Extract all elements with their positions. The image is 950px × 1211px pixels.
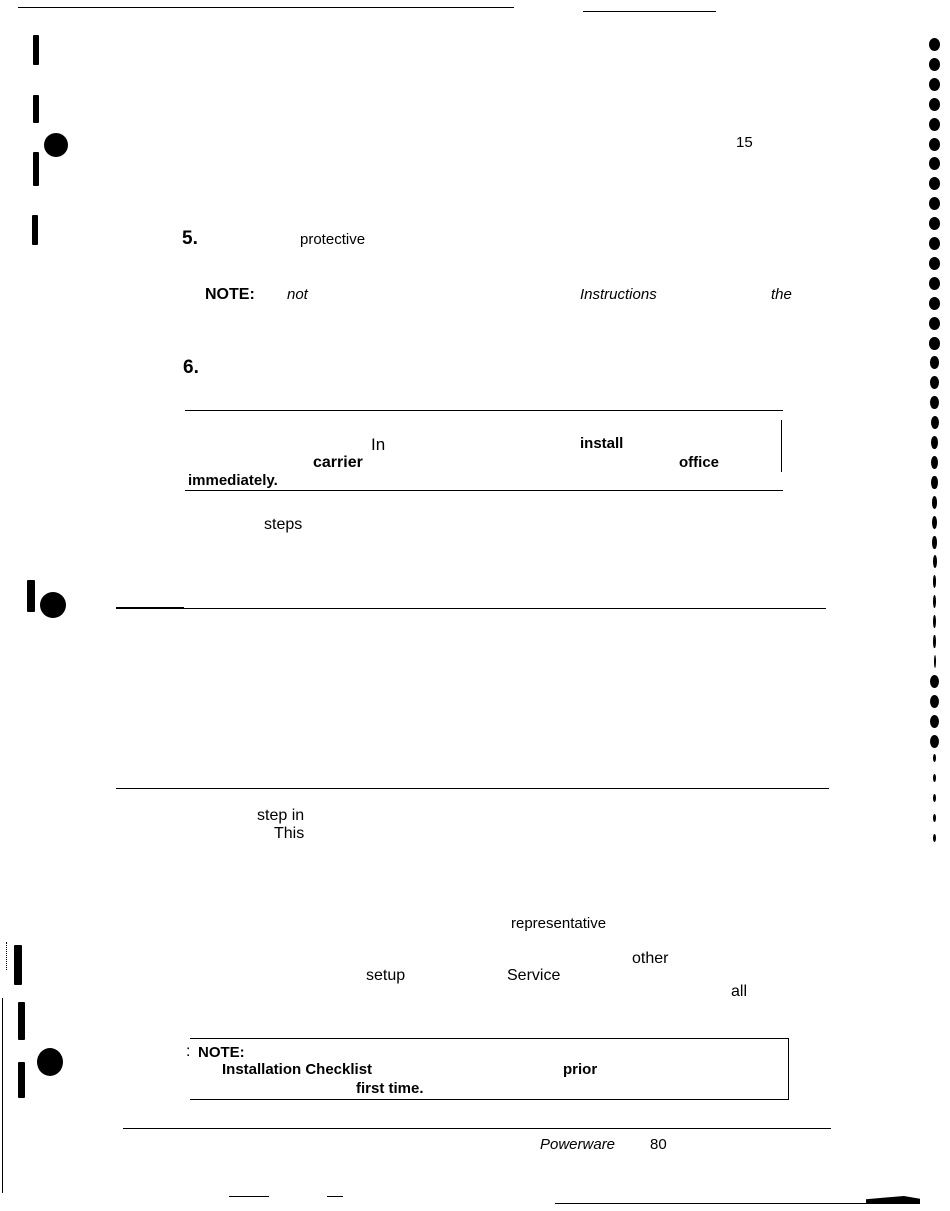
- comb-binding-dot: [929, 317, 940, 330]
- binding-mark: [33, 35, 39, 65]
- step-6-number: 6.: [183, 357, 199, 378]
- binder-hole-icon: [37, 1048, 63, 1076]
- comb-binding-dot: [933, 834, 936, 842]
- comb-binding-dot: [929, 197, 940, 210]
- comb-binding-dot: [931, 476, 937, 489]
- left-edge-tick: [6, 942, 7, 970]
- binding-mark: [33, 95, 39, 123]
- this-word: This: [274, 825, 305, 842]
- footer-model: 80: [650, 1136, 667, 1153]
- comb-binding-dot: [933, 555, 937, 568]
- other-word: other: [632, 950, 669, 967]
- note-2-marker: :: [186, 1043, 191, 1060]
- comb-binding-dot: [930, 715, 939, 728]
- section-rule-upper: [184, 608, 826, 609]
- section-rule-short-bold: [116, 607, 184, 609]
- note-2-first-time: first time.: [356, 1080, 424, 1097]
- comb-binding-dot: [929, 177, 940, 190]
- warning-immediately: immediately.: [188, 472, 278, 489]
- note-2-label: NOTE:: [198, 1044, 245, 1061]
- comb-binding-dot: [930, 376, 939, 389]
- warning-carrier: carrier: [313, 454, 363, 471]
- comb-binding-dot: [933, 575, 937, 588]
- step-5-number: 5.: [182, 228, 198, 249]
- binding-mark: [32, 215, 38, 245]
- note-1-instructions: Instructions: [580, 286, 657, 303]
- binder-hole-icon: [44, 133, 68, 157]
- step-5-word: protective: [300, 231, 366, 248]
- comb-binding-dot: [932, 536, 936, 549]
- comb-binding-dot: [929, 297, 940, 310]
- warning-install: install: [580, 435, 624, 452]
- all-word: all: [731, 983, 748, 1000]
- steps-word: steps: [264, 516, 303, 533]
- top-rule-left: [18, 7, 514, 8]
- comb-binding-dot: [929, 277, 940, 290]
- note-2-prior: prior: [563, 1061, 598, 1078]
- comb-binding-dot: [929, 38, 940, 51]
- comb-binding-dot: [934, 655, 936, 668]
- footer-rule: [123, 1128, 831, 1129]
- note-1-the: the: [771, 286, 792, 303]
- comb-binding-dot: [929, 138, 940, 151]
- page-corner-icon: [866, 1196, 920, 1204]
- binding-mark: [18, 1002, 25, 1040]
- page-number-fragment: 15: [736, 134, 753, 151]
- comb-binding-dot: [933, 794, 936, 802]
- left-edge-line: [2, 998, 3, 1193]
- footer-product: Powerware: [540, 1136, 616, 1153]
- comb-binding-dot: [933, 595, 936, 608]
- note-2-checklist: Installation Checklist: [222, 1061, 373, 1078]
- warning-box-right-edge: [781, 420, 782, 472]
- comb-binding-dot: [933, 754, 936, 762]
- comb-binding-dot: [931, 416, 939, 429]
- comb-binding-dot: [930, 735, 939, 748]
- comb-binding-dot: [929, 237, 940, 250]
- warning-in: In: [371, 435, 386, 454]
- bottom-mark-middle: [327, 1196, 343, 1197]
- comb-binding-dot: [929, 157, 940, 170]
- note-1-label: NOTE:: [205, 286, 255, 303]
- comb-binding-dot: [930, 356, 940, 369]
- step-in-text: step in: [257, 807, 305, 824]
- comb-binding-dot: [930, 675, 939, 688]
- service-word: Service: [507, 967, 561, 984]
- comb-binding-dot: [930, 396, 939, 409]
- binding-mark: [14, 945, 22, 985]
- warning-box-top-rule: [185, 410, 783, 411]
- warning-box-bottom-rule: [185, 490, 783, 491]
- comb-binding-dot: [929, 257, 940, 270]
- binding-mark: [27, 580, 35, 612]
- comb-binding-dot: [932, 516, 937, 529]
- comb-binding-dot: [929, 98, 940, 111]
- comb-binding-dot: [929, 118, 940, 131]
- binding-mark: [33, 152, 39, 186]
- comb-binding-dot: [930, 695, 939, 708]
- setup-word: setup: [366, 967, 406, 984]
- top-rule-right: [583, 11, 716, 12]
- comb-binding-dot: [931, 436, 938, 449]
- binding-mark: [18, 1062, 25, 1098]
- comb-binding-dot: [933, 635, 935, 648]
- comb-binding-dot: [929, 337, 939, 350]
- binder-hole-icon: [40, 592, 66, 618]
- comb-binding-dot: [929, 217, 940, 230]
- bottom-rule-right: [555, 1203, 867, 1204]
- representative-word: representative: [511, 915, 607, 932]
- comb-binding-dot: [929, 58, 940, 71]
- comb-binding-dot: [932, 496, 938, 509]
- section-rule-lower: [116, 788, 829, 789]
- comb-binding-dot: [933, 615, 936, 628]
- comb-binding-dot: [933, 774, 936, 782]
- bottom-mark-left: [229, 1196, 269, 1197]
- comb-binding-dot: [933, 814, 936, 822]
- note-1-not: not: [287, 286, 308, 303]
- comb-binding-dot: [929, 78, 940, 91]
- warning-office: office: [679, 454, 720, 471]
- comb-binding-dot: [931, 456, 938, 469]
